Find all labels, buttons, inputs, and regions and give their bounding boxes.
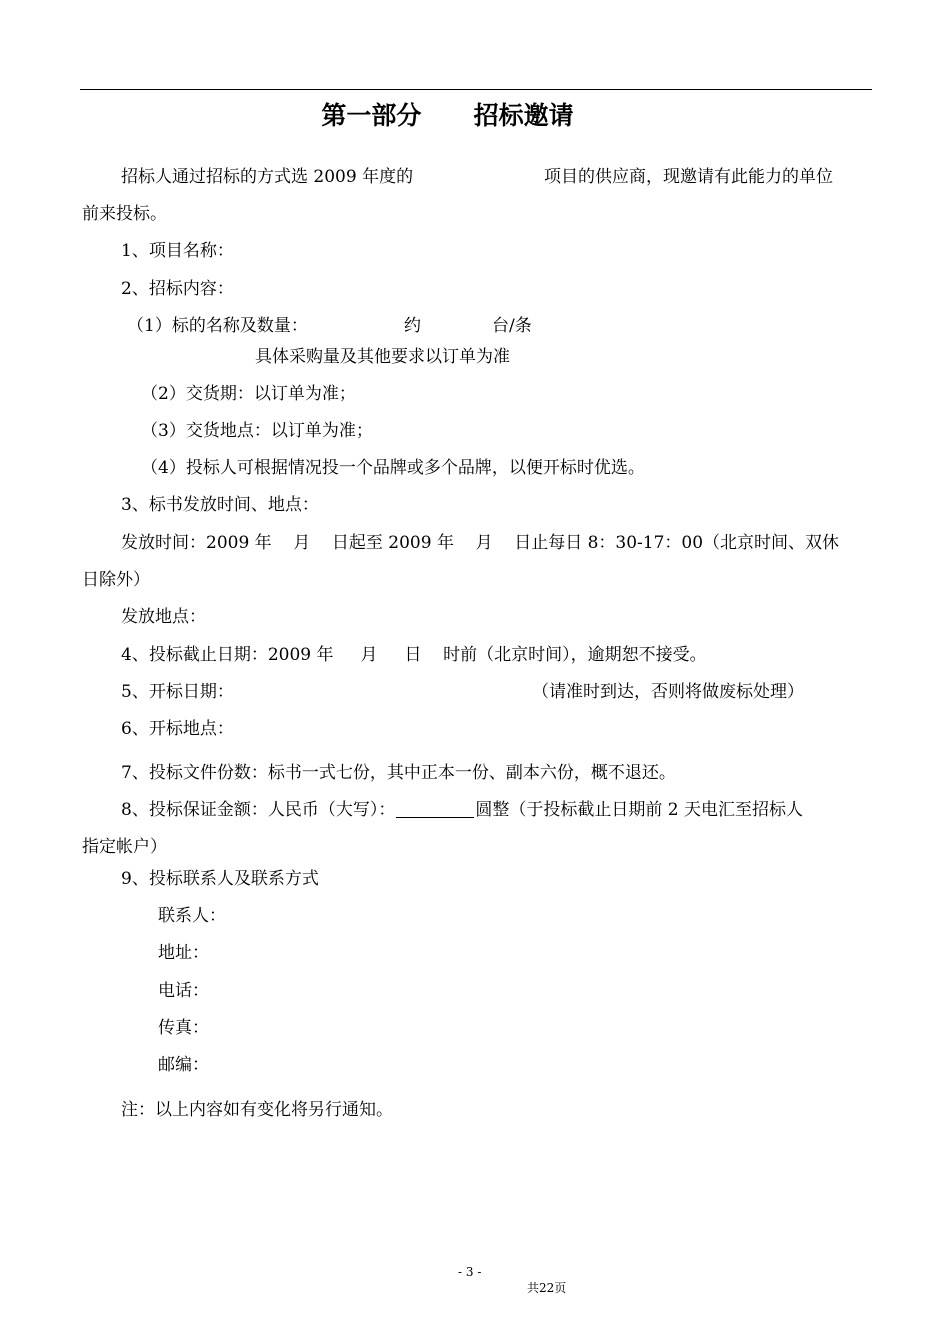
contact-person-label: 联系人： bbox=[158, 906, 226, 926]
subitem-delivery-place: （3）交货地点：以订单为准； bbox=[141, 421, 373, 441]
issue-time-text: 发放时间：2009 年 月 日起至 2009 年 月 日止每日 8：30-17：00（北京时间、双休 bbox=[121, 533, 840, 553]
subitem-delivery-period: （2）交货期：以订单为准； bbox=[141, 384, 356, 404]
change-notice: 注：以上内容如有变化将另行通知。 bbox=[121, 1100, 393, 1120]
subitem-target-note: 具体采购量及其他要求以订单为准 bbox=[255, 347, 510, 367]
contact-address-label: 地址： bbox=[158, 943, 209, 963]
bid-deposit-terms: 圆整（于投标截止日期前 2 天电汇至招标人 bbox=[475, 800, 803, 820]
intro-text-continued: 前来投标。 bbox=[82, 204, 167, 224]
subitem-brand-option: （4）投标人可根据情况投一个品牌或多个品牌，以便开标时优选。 bbox=[141, 458, 645, 478]
subitem-target-unit: 台/条 bbox=[492, 316, 532, 336]
item-contact-info: 9、投标联系人及联系方式 bbox=[121, 869, 319, 889]
item-bid-deadline: 4、投标截止日期：2009 年 月 日 时前（北京时间），逾期恕不接受。 bbox=[121, 645, 707, 665]
intro-text-part-2: 项目的供应商，现邀请有此能力的单位 bbox=[544, 167, 833, 187]
page-title: 第一部分 招标邀请 bbox=[321, 101, 574, 130]
bid-deposit-amount-blank bbox=[396, 799, 474, 818]
subitem-target-quantity: （1）标的名称及数量： bbox=[127, 316, 308, 336]
item-project-name: 1、项目名称： bbox=[121, 241, 234, 261]
contact-fax-label: 传真： bbox=[158, 1018, 209, 1038]
subitem-target-approx: 约 bbox=[404, 316, 421, 336]
item-issue-time-place: 3、标书发放时间、地点： bbox=[121, 495, 319, 515]
bid-deposit-label: 8、投标保证金额：人民币（大写）： bbox=[121, 800, 396, 820]
item-bid-deposit bbox=[121, 798, 803, 822]
item-opening-date: 5、开标日期： bbox=[121, 682, 234, 702]
page-total: 共22页 bbox=[527, 1281, 567, 1295]
item-bid-copies: 7、投标文件份数：标书一式七份，其中正本一份、副本六份，概不退还。 bbox=[121, 763, 676, 783]
bid-deposit-continued: 指定帐户） bbox=[82, 837, 167, 857]
contact-phone-label: 电话： bbox=[158, 981, 209, 1001]
issue-time-continued: 日除外） bbox=[82, 570, 150, 590]
page-number: - 3 - bbox=[458, 1265, 482, 1279]
contact-postcode-label: 邮编： bbox=[158, 1055, 209, 1075]
item-bid-content: 2、招标内容： bbox=[121, 279, 234, 299]
intro-text-part-1: 招标人通过招标的方式选 2009 年度的 bbox=[121, 167, 414, 187]
header-rule bbox=[80, 89, 872, 90]
page-footer bbox=[0, 1248, 950, 1296]
opening-date-note: （请准时到达，否则将做废标处理） bbox=[532, 682, 804, 702]
issue-place-text: 发放地点： bbox=[121, 607, 206, 627]
item-opening-place: 6、开标地点： bbox=[121, 719, 234, 739]
